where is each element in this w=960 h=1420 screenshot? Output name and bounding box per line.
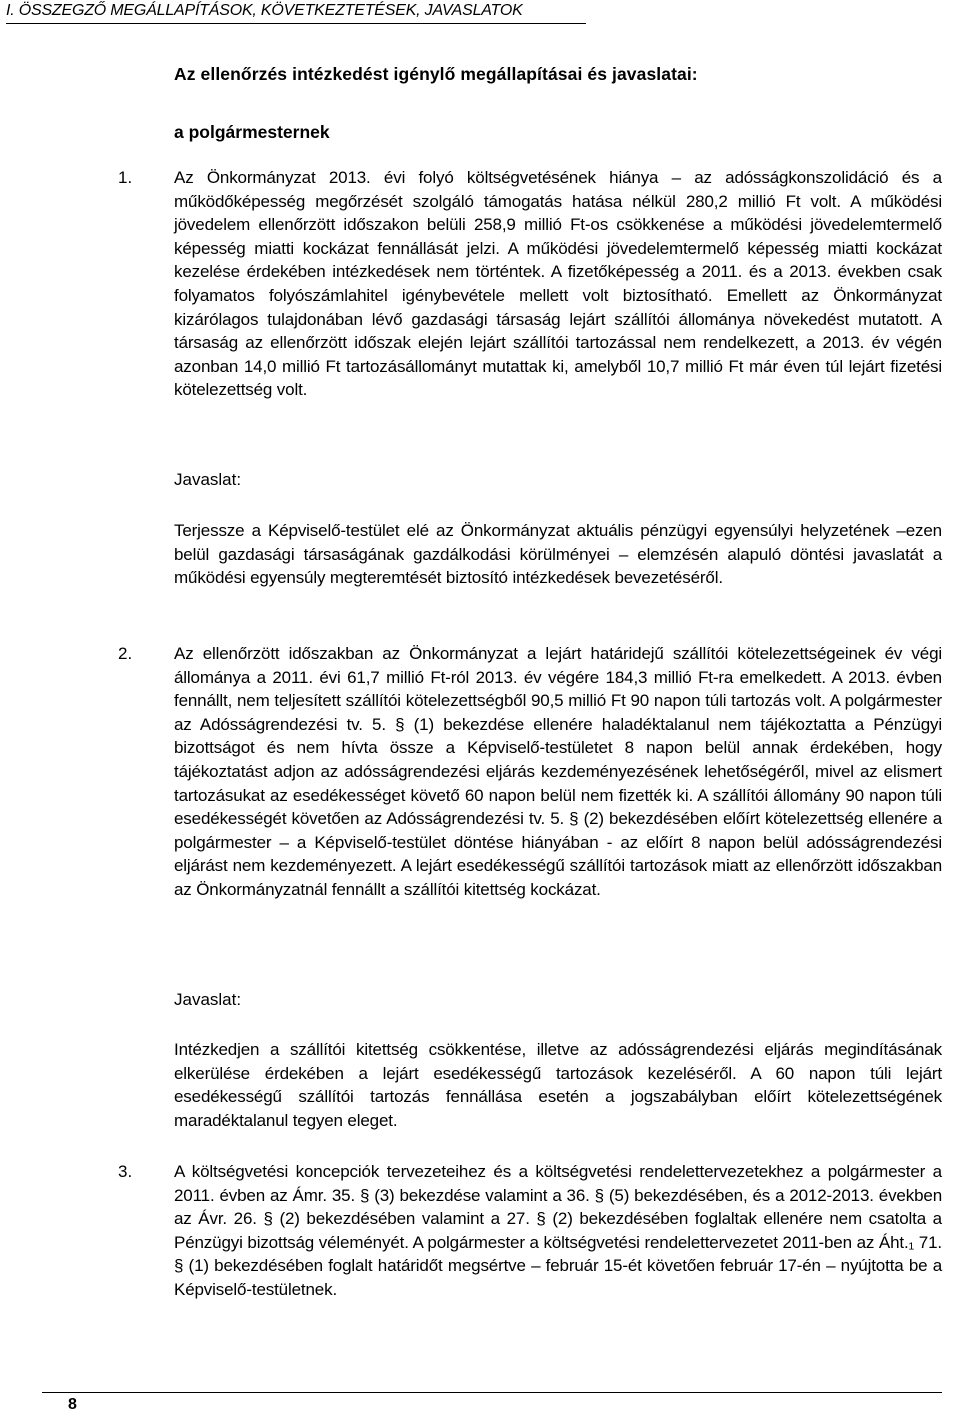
item-1-javaslat-label: Javaslat: — [174, 470, 242, 489]
item-1-paragraph: Az Önkormányzat 2013. évi folyó költségvetésének hiánya – az adósságkonszolidáció és a működőképesség megőrzését szolgáló támogatás hatása nélkül 280,2 millió Ft volt. A működési jövedelem ellenőrzött időszakon belüli 258,9 millió Ft-os csökkenése a működési jövedelemtermelő képesség miatti kockázat fennállását jelzi. A működési jövedelemtermelő képesség miatti kockázat kezelése érdekében intézkedések nem történtek. A fizetőképesség a 2011. és a 2013. években csak folyamatos folyószámlahitel igénybevétele mellett volt biztosítható. Emellett az Önkormányzat kizárólagos tulajdonában lévő gazdasági társaság lejárt szállítói állománya növekedést mutatott. A társaság az ellenőrzött időszak elején lejárt szállítói tartozással nem rendelkezett, a 2013. év végén azonban 14,0 millió Ft tartozásállományt mutattak ki, amelyből 10,7 millió Ft már éven túl lejárt fizetési kötelezettség volt. — [174, 168, 942, 400]
running-header: I. ÖSSZEGZŐ MEGÁLLAPÍTÁSOK, KÖVETKEZTETÉSEK, JAVASLATOK — [6, 2, 586, 24]
addressee-heading: a polgármesternek — [174, 122, 330, 142]
item-1-javaslat: Terjessze a Képviselő-testület elé az Önkormányzat aktuális pénzügyi egyensúlyi helyzetének –ezen belül gazdasági társaságának gazdálkodási körülményei – elemzésén alapuló döntési javaslatát a működési egyensúly megteremtését biztosító intézkedések bevezetéséről. — [174, 521, 942, 588]
item-2-number: 2. — [118, 644, 133, 663]
item-3-paragraph: A költségvetési koncepciók tervezeteihez és a költségvetési rendelettervezetekhez a polgármester a 2011. évben az Ámr. 35. § (3) bekezdése valamint a 36. § (5) bekezdésében, és a 2012-2013. években az Ávr. 26. § (2) bekezdésében valamint a 27. § (2) bekezdésében foglaltak ellenére nem csatolta a Pénzügyi bizottság véleményét. A polgármester a költségvetési rendelettervezetet 2011-ben az Áht.₁ 71. § (1) bekezdésében foglalt határidőt megsértve – február 15-ét követően február 17-én – nyújtotta be a Képviselő-testületnek. — [174, 1162, 942, 1299]
item-3-number: 3. — [118, 1162, 133, 1181]
footer-rule — [42, 1392, 942, 1393]
section-heading: Az ellenőrzés intézkedést igénylő megállapításai és javaslatai: — [174, 64, 698, 84]
item-2-javaslat: Intézkedjen a szállítói kitettség csökkentése, illetve az adósságrendezési eljárás megindításának elkerülése érdekében a lejárt esedékességű tartozások kezeléséről. A 60 napon túli lejárt esedékességű szállítói tartozás fennállása esetén a jogszabályban előírt kötelezettségének maradéktalanul tegyen eleget. — [174, 1040, 942, 1130]
item-1-number: 1. — [118, 168, 133, 187]
item-2-paragraph: Az ellenőrzött időszakban az Önkormányzat a lejárt határidejű szállítói kötelezettségeinek év végi állománya a 2011. évi 61,7 millió Ft-ról 2013. év végére 184,3 millió Ft-ra emelkedett. A 2013. évben fennállt, nem teljesített szállítói kötelezettségből 90,5 millió Ft 90 napon túli tartozás volt. A polgármester az Adósságrendezési tv. 5. § (1) bekezdése ellenére haladéktalanul nem tájékoztatta a Pénzügyi bizottságot és nem hívta össze a Képviselő-testületet 8 napon belül annak érdekében, hogy tájékoztatást adjon az adósságrendezési eljárás kezdeményezésének lehetőségéről, mivel az elismert tartozásukat az esedékességet követő 60 napon belül nem fizették ki. A szállítói állomány 90 napon túli esedékességét követően az Adósságrendezési tv. 5. § (2) bekezdésében előírt kötelezettség ellenére a polgármester – a Képviselő-testület döntése hiányában - az előírt 8 napon belül adósságrendezési eljárást nem kezdeményezett. A lejárt esedékességű szállítói tartozások miatt az ellenőrzött időszakban az Önkormányzatnál fennállt a szállítói kitettség kockázat. — [174, 644, 942, 899]
item-2-javaslat-label: Javaslat: — [174, 990, 242, 1009]
page-number: 8 — [68, 1396, 77, 1413]
